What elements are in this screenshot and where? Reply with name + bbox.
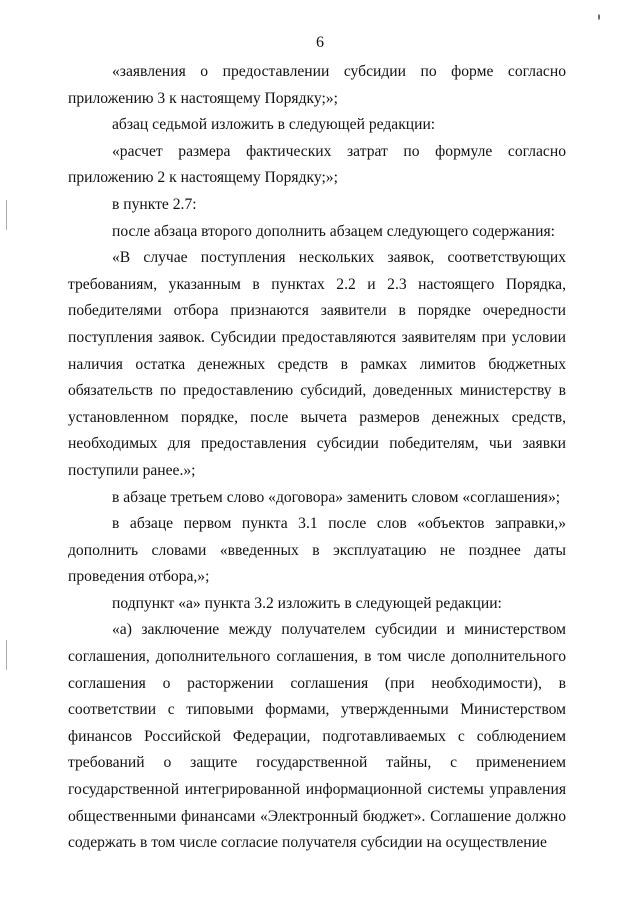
paragraph xyxy=(68,59,566,112)
text-line: государственной интегрированной информационной системы управления xyxy=(68,781,566,799)
text-line: дополнить словами «введенных в эксплуатацию не позднее даты xyxy=(68,541,566,559)
text-line: финансов Российской Федерации, подготавливаемых с соблюдением xyxy=(68,727,566,745)
page-number: 6 xyxy=(316,34,324,51)
text-line: соглашения, дополнительного соглашения, в том числе дополнительного xyxy=(68,648,566,666)
paragraph xyxy=(68,219,566,246)
text-line: победителями отбора признаются заявители в порядке очередности xyxy=(68,302,566,320)
text-line: необходимых для предоставления субсидии победителям, чьи заявки xyxy=(68,435,566,453)
paragraph xyxy=(68,112,566,139)
text-line: после абзаца второго дополнить абзацем следующего содержания: xyxy=(112,222,556,240)
paragraph xyxy=(68,139,566,192)
text-line: приложению 3 к настоящему Порядку;»; xyxy=(68,89,338,107)
text-line: соглашения о расторжении соглашения (при необходимости), в xyxy=(68,674,566,692)
scan-speck xyxy=(6,200,7,230)
text-line: общественными финансами «Электронный бюджет». Соглашение должно xyxy=(68,807,566,825)
document-body xyxy=(68,59,566,857)
scan-speck xyxy=(6,640,7,670)
text-line: «заявления о предоставлении субсидии по форме согласно xyxy=(112,63,566,80)
text-line: «расчет размера фактических затрат по формуле согласно xyxy=(112,142,566,160)
text-line: подпункт «а» пункта 3.2 изложить в следующей редакции: xyxy=(112,594,502,612)
text-line: приложению 2 к настоящему Порядку;»; xyxy=(68,169,338,187)
text-line: в абзаце третьем слово «договора» заменить словом «соглашения»; xyxy=(112,488,561,506)
text-line: соответствии с типовыми формами, утвержденными Министерством xyxy=(68,701,566,719)
text-line: поступления заявок. Субсидии предоставляются заявителям при условии xyxy=(68,328,566,346)
text-line: требований о защите государственной тайны, с применением xyxy=(68,754,566,772)
text-line: содержать в том числе согласие получателя субсидии на осуществление xyxy=(68,834,547,852)
paragraph xyxy=(68,591,566,618)
paragraph xyxy=(68,617,566,856)
text-line: установленном порядке, после вычета размеров денежных средств, xyxy=(68,408,566,426)
scan-speck xyxy=(598,14,600,20)
text-line: поступили ранее.»; xyxy=(68,461,196,479)
text-line: в абзаце первом пункта 3.1 после слов «объектов заправки,» xyxy=(112,515,566,533)
text-line: в пункте 2.7: xyxy=(112,195,197,213)
text-line: «В случае поступления нескольких заявок, соответствующих xyxy=(112,249,566,267)
paragraph xyxy=(68,511,566,591)
text-line: абзац седьмой изложить в следующей редакции: xyxy=(112,116,436,134)
text-line: проведения отбора,»; xyxy=(68,568,210,586)
paragraph xyxy=(68,485,566,512)
text-line: наличия остатка денежных средств в рамках лимитов бюджетных xyxy=(68,355,566,373)
text-line: требованиям, указанным в пунктах 2.2 и 2.3 настоящего Порядка, xyxy=(68,275,566,293)
paragraph xyxy=(68,192,566,219)
paragraph xyxy=(68,245,566,484)
text-line: обязательств по предоставлению субсидий, доведенных министерству в xyxy=(68,382,566,400)
text-line: «а) заключение между получателем субсидии и министерством xyxy=(112,621,566,639)
